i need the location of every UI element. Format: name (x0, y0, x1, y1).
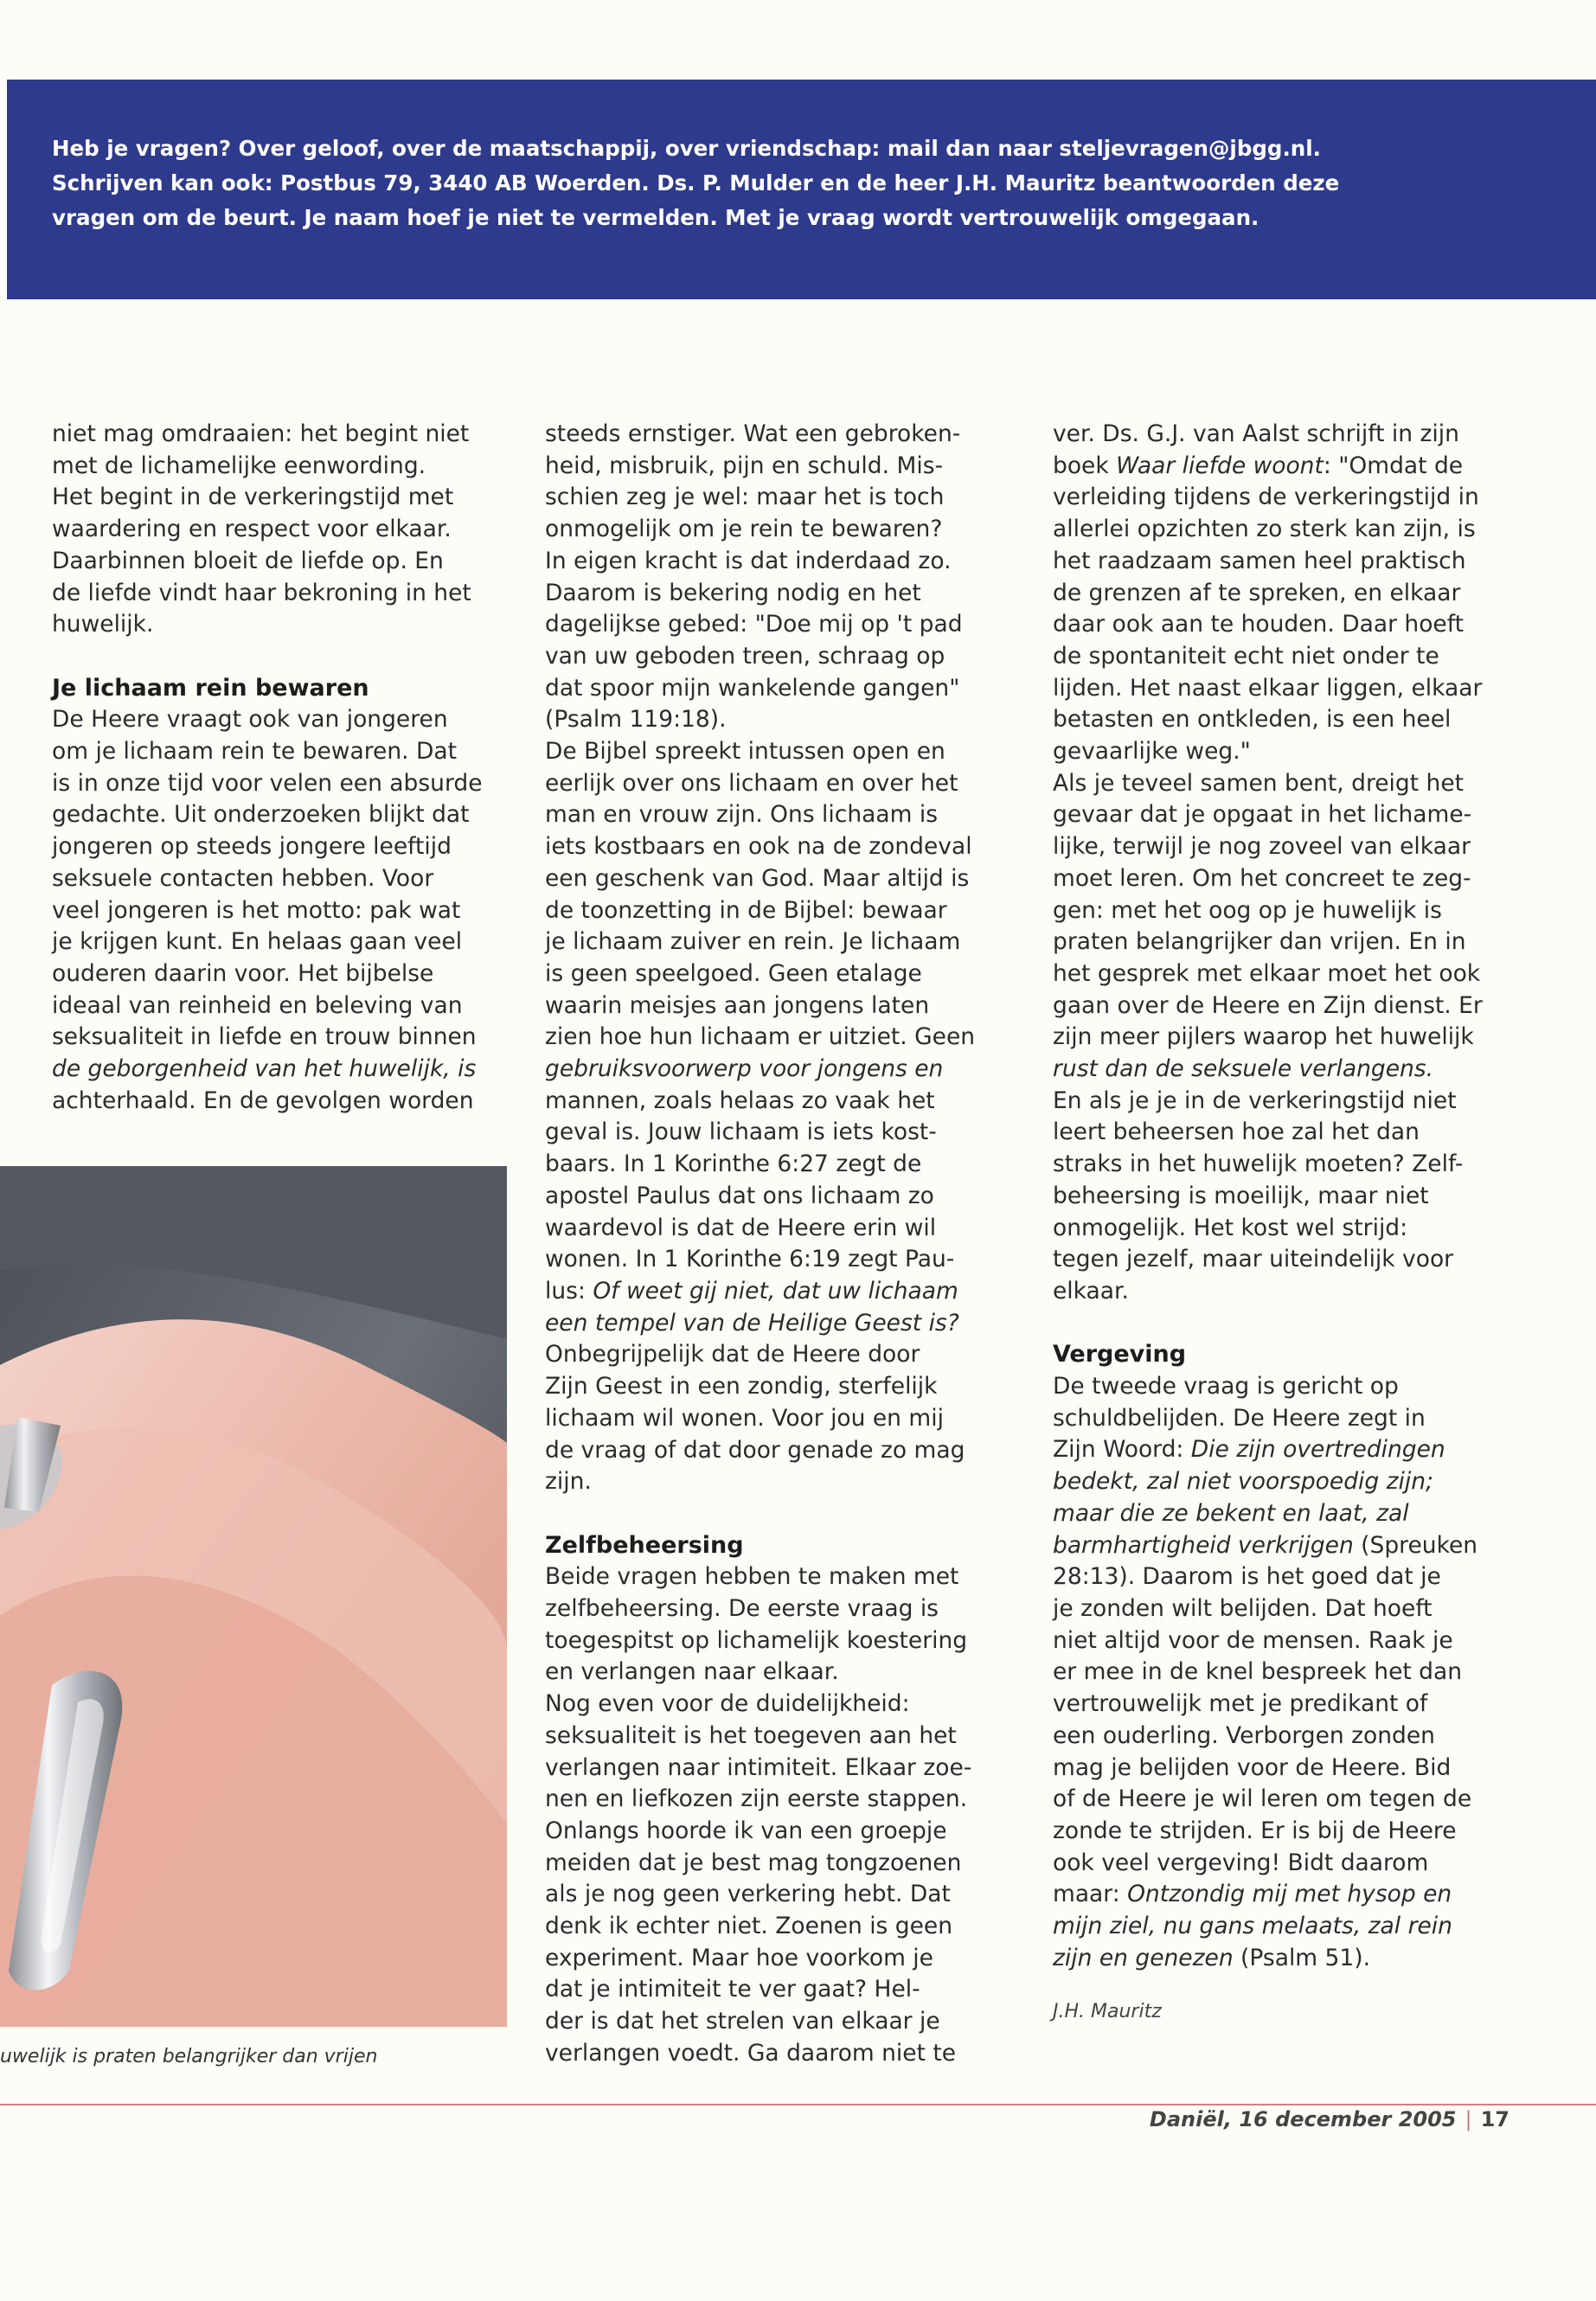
section-heading: Vergeving (1053, 1341, 1187, 1368)
text-line: is in onze tijd voor velen een absurde (52, 769, 483, 797)
text-line: jongeren op steeds jongere leeftijd (52, 833, 452, 861)
author-signature: J.H. Mauritz (1053, 2001, 1162, 2023)
text-line: met de lichamelijke eenwording. (52, 452, 426, 479)
text-line: lijden. Het naast elkaar liggen, elkaar (1053, 674, 1483, 702)
text-line: het raadzaam samen heel praktisch (1053, 547, 1466, 574)
text-line (1053, 1434, 1483, 1466)
text-line: De Heere vraagt ook van jongeren (52, 706, 448, 734)
page-footer (1150, 2107, 1509, 2131)
text-span: Die zijn overtredingen (1190, 1436, 1445, 1464)
text-line: de grenzen af te spreken, en elkaar (1053, 579, 1461, 606)
text-line: onmogelijk. Het kost wel strijd: (1053, 1214, 1408, 1241)
text-line: je krijgen kunt. En helaas gaan veel (52, 928, 463, 956)
text-line: ook veel vergeving! Bidt daarom (1053, 1849, 1429, 1876)
text-span: barmhartigheid verkrijgen (1053, 1531, 1354, 1559)
text-line: zien hoe hun lichaam er uitziet. Geen (545, 1023, 976, 1051)
text-line: experiment. Maar hoe voorkom je (545, 1944, 933, 1971)
text-line: 28:13). Daarom is het goed dat je (1053, 1563, 1441, 1591)
section-heading: Zelfbeheersing (545, 1531, 744, 1559)
text-line: baars. In 1 Korinthe 6:27 zegt de (545, 1150, 922, 1178)
text-line: dagelijkse gebed: "Doe mij op 't pad (545, 611, 963, 638)
text-line: elkaar. (1053, 1277, 1129, 1304)
text-line: dat spoor mijn wankelende gangen" (545, 674, 960, 702)
text-line: maar die ze bekent en laat, zal (1053, 1499, 1409, 1527)
text-line (1053, 1879, 1483, 1911)
text-line: verlangen naar intimiteit. Elkaar zoe- (545, 1753, 972, 1781)
text-line: je zonden wilt belijden. Dat hoeft (1053, 1595, 1433, 1622)
text-line: Daarbinnen bloeit de liefde op. En (52, 547, 444, 574)
text-span: maar: (1053, 1881, 1128, 1908)
text-line: lichaam wil wonen. Voor jou en mij (545, 1404, 944, 1432)
text-line: betasten en ontkleden, is een heel (1053, 706, 1452, 734)
text-line: In eigen kracht is dat inderdaad zo. (545, 547, 952, 574)
text-line (1053, 451, 1483, 483)
text-line: leert beheersen hoe zal het dan (1053, 1118, 1420, 1146)
text-line: bedekt, zal niet voorspoedig zijn; (1053, 1468, 1433, 1496)
text-line: gebruiksvoorwerp voor jongens en (545, 1055, 944, 1083)
text-line: de geborgenheid van het huwelijk, is (52, 1055, 477, 1083)
text-line: daar ook aan te houden. Daar hoeft (1053, 611, 1464, 638)
text-line: rust dan de seksuele verlangens. (1053, 1055, 1434, 1083)
text-line: nen en liefkozen zijn eerste stappen. (545, 1785, 968, 1813)
text-span: boek (1053, 452, 1117, 479)
text-line (1053, 1530, 1483, 1562)
banner-line: Heb je vragen? Over geloof, over de maatschappij, over vriendschap: mail dan naar steljevragen@jbgg.nl. (52, 136, 1321, 161)
text-line: seksuele contacten hebben. Voor (52, 864, 434, 892)
text-line: Nog even voor de duidelijkheid: (545, 1690, 910, 1718)
text-line: Onbegrijpelijk dat de Heere door (545, 1341, 920, 1368)
text-line: gen: met het oog op je huwelijk is (1053, 896, 1442, 924)
text-line: veel jongeren is het motto: pak wat (52, 896, 461, 924)
text-line: mannen, zoals helaas zo vaak het (545, 1086, 935, 1114)
text-line: een ouderling. Verborgen zonden (1053, 1721, 1435, 1749)
text-line: de toonzetting in de Bijbel: bewaar (545, 896, 947, 924)
text-line: gedachte. Uit onderzoeken blijkt dat (52, 801, 470, 829)
text-line: niet mag omdraaien: het begint niet (52, 420, 470, 447)
text-line: om je lichaam rein te bewaren. Dat (52, 738, 457, 766)
text-line: de vraag of dat door genade zo mag (545, 1436, 965, 1464)
ring-hand-photo (0, 1166, 507, 2027)
text-line: niet altijd voor de mensen. Raak je (1053, 1626, 1453, 1654)
text-line: het gesprek met elkaar moet het ook (1053, 959, 1481, 987)
banner-line: vragen om de beurt. Je naam hoef je niet te vermelden. Met je vraag wordt vertrouwelijk omgegaan. (52, 205, 1259, 230)
photo-caption: uwelijk is praten belangrijker dan vrijen (0, 2046, 378, 2067)
book-title: Waar liefde woont (1116, 452, 1324, 479)
text-line: zijn meer pijlers waarop het huwelijk (1053, 1023, 1474, 1051)
text-line: waarin meisjes aan jongens laten (545, 991, 930, 1019)
paragraph-gap (545, 1498, 975, 1530)
text-line: straks in het huwelijk moeten? Zelf- (1053, 1150, 1464, 1178)
text-line: ideaal van reinheid en beleving van (52, 991, 463, 1019)
text-line: steeds ernstiger. Wat een gebroken- (545, 420, 961, 447)
text-line: van uw geboden treen, schraag op (545, 642, 945, 670)
text-span: : "Omdat de (1323, 452, 1464, 479)
text-line: gaan over de Heere en Zijn dienst. Er (1053, 991, 1483, 1019)
text-line: gevaarlijke weg." (1053, 738, 1251, 766)
text-line: vertrouwelijk met je predikant of (1053, 1690, 1428, 1718)
text-line: ouderen daarin voor. Het bijbelse (52, 959, 434, 987)
banner-line: Schrijven kan ook: Postbus 79, 3440 AB Woerden. Ds. P. Mulder en de heer J.H. Mauritz beantwoorden deze (52, 170, 1340, 195)
text-line: praten belangrijker dan vrijen. En in (1053, 928, 1466, 956)
page-number: 17 (1480, 2107, 1509, 2131)
footer-rule (0, 2104, 1596, 2106)
text-line: En als je je in de verkeringstijd niet (1053, 1086, 1457, 1114)
text-line: De tweede vraag is gericht op (1053, 1373, 1399, 1400)
text-line: en verlangen naar elkaar. (545, 1658, 839, 1686)
text-line: de spontaniteit echt niet onder te (1053, 642, 1439, 670)
section-heading: Je lichaam rein bewaren (52, 674, 369, 702)
text-line: apostel Paulus dat ons lichaam zo (545, 1182, 934, 1209)
text-line: huwelijk. (52, 611, 154, 638)
text-line: tegen jezelf, maar uiteindelijk voor (1053, 1246, 1454, 1273)
text-line: denk ik echter niet. Zoenen is geen (545, 1913, 953, 1940)
text-line: een tempel van de Heilige Geest is? (545, 1309, 959, 1336)
text-line: moet leren. Om het concreet te zeg- (1053, 864, 1471, 892)
text-line: waardevol is dat de Heere erin wil (545, 1214, 937, 1241)
text-line: Beide vragen hebben te maken met (545, 1563, 959, 1591)
text-line: toegespitst op lichamelijk koestering (545, 1626, 968, 1654)
text-span: Of weet gij niet, dat uw lichaam (593, 1277, 958, 1304)
text-line (1053, 1943, 1483, 1975)
text-line: mijn ziel, nu gans melaats, zal rein (1053, 1913, 1452, 1940)
question-banner (7, 80, 1596, 299)
text-line: is geen speelgoed. Geen etalage (545, 959, 922, 987)
paragraph-gap (1053, 1974, 1483, 1997)
text-line: verlangen voedt. Ga daarom niet te (545, 2039, 957, 2067)
text-line: achterhaald. En de gevolgen worden (52, 1086, 474, 1114)
text-line: zijn. (545, 1468, 592, 1496)
text-line: Zijn Geest in een zondig, sterfelijk (545, 1373, 938, 1400)
publication-name: Daniël, 16 december 2005 (1149, 2107, 1457, 2131)
text-line: of de Heere je wil leren om tegen de (1053, 1785, 1472, 1813)
text-span: (Psalm 51). (1233, 1944, 1371, 1971)
text-line: je lichaam zuiver en rein. Je lichaam (545, 928, 961, 956)
text-span: Ontzondig mij met hysop en (1127, 1881, 1452, 1908)
text-line: allerlei opzichten zo sterk kan zijn, is (1053, 516, 1476, 543)
text-line: seksualiteit is het toegeven aan het (545, 1721, 957, 1749)
text-line: geval is. Jouw lichaam is iets kost- (545, 1118, 937, 1146)
text-line: De Bijbel spreekt intussen open en (545, 738, 945, 766)
text-line: beheersing is moeilijk, maar niet (1053, 1182, 1429, 1209)
text-line: heid, misbruik, pijn en schuld. Mis- (545, 452, 944, 479)
footer-separator: | (1465, 2107, 1472, 2131)
text-line: Het begint in de verkeringstijd met (52, 484, 454, 511)
text-line: iets kostbaars en ook na de zondeval (545, 833, 972, 861)
text-line: der is dat het strelen van elkaar je (545, 2008, 940, 2035)
text-line: verleiding tijdens de verkeringstijd in (1053, 484, 1479, 511)
article-column-2 (545, 419, 975, 2070)
text-line: ver. Ds. G.J. van Aalst schrijft in zijn (1053, 420, 1459, 447)
article-column-3 (1053, 419, 1483, 2029)
text-line: (Psalm 119:18). (545, 706, 727, 734)
text-span: zijn en genezen (1053, 1944, 1234, 1971)
text-line: gevaar dat je opgaat in het lichame- (1053, 801, 1472, 829)
text-span: lus: (545, 1277, 593, 1304)
text-line: seksualiteit in liefde en trouw binnen (52, 1023, 477, 1051)
text-line: dat je intimiteit te ver gaat? Hel- (545, 1976, 920, 2003)
text-line: eerlijk over ons lichaam en over het (545, 769, 958, 797)
text-line: lijke, terwijl je nog zoveel van elkaar (1053, 833, 1471, 861)
text-line: een geschenk van God. Maar altijd is (545, 864, 970, 892)
text-line: mag je belijden voor de Heere. Bid (1053, 1753, 1452, 1781)
text-span: Zijn Woord: (1053, 1436, 1191, 1464)
paragraph-gap (52, 641, 483, 673)
text-line: zelfbeheersing. De eerste vraag is (545, 1595, 939, 1622)
text-line (545, 1276, 975, 1308)
text-line: schuldbelijden. De Heere zegt in (1053, 1404, 1426, 1432)
text-line: de liefde vindt haar bekroning in het (52, 579, 471, 606)
text-line: wonen. In 1 Korinthe 6:19 zegt Pau- (545, 1246, 955, 1273)
text-span: (Spreuken (1353, 1531, 1478, 1559)
paragraph-gap (1053, 1308, 1483, 1340)
text-line: er mee in de knel bespreek het dan (1053, 1658, 1463, 1686)
text-line: meiden dat je best mag tongzoenen (545, 1849, 962, 1876)
ring-hand-illustration (0, 1166, 507, 2027)
text-line: zonde te strijden. Er is bij de Heere (1053, 1817, 1457, 1844)
text-line: man en vrouw zijn. Ons lichaam is (545, 801, 939, 829)
text-line: onmogelijk om je rein te bewaren? (545, 516, 943, 543)
text-line: Daarom is bekering nodig en het (545, 579, 921, 606)
article-column-1 (52, 419, 483, 1117)
text-line: Onlangs hoorde ik van een groepje (545, 1817, 947, 1844)
text-line: waardering en respect voor elkaar. (52, 516, 452, 543)
text-line: Als je teveel samen bent, dreigt het (1053, 769, 1465, 797)
text-line: als je nog geen verkering hebt. Dat (545, 1881, 951, 1908)
text-line: schien zeg je wel: maar het is toch (545, 484, 945, 511)
